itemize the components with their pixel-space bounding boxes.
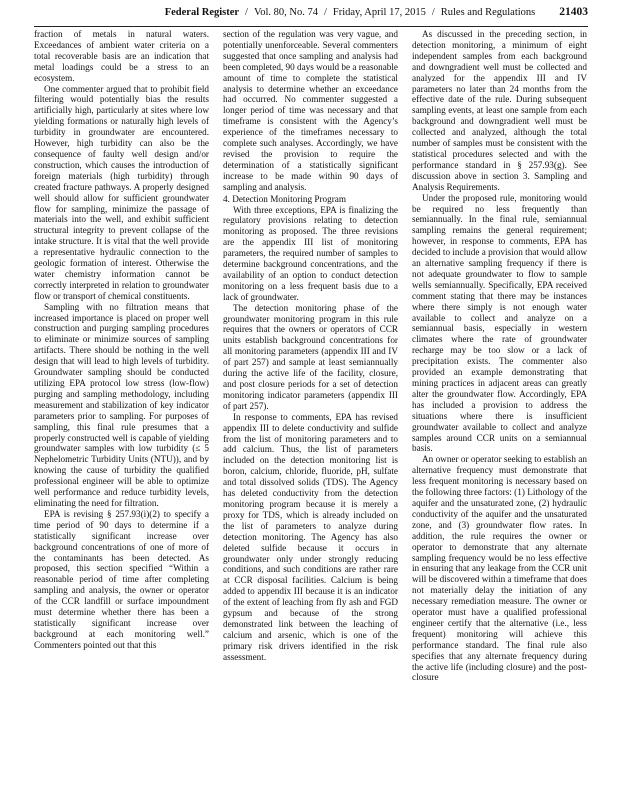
section-name: Rules and Regulations — [440, 7, 536, 18]
page-number: 21403 — [559, 6, 588, 18]
page-header — [34, 6, 588, 27]
paragraph: section of the regulation was very vague, and potentially unenforceable. Several commenters suggested that once sampling and analysis had been completed, 90 days would be a reasonable amount of time to complete the statistical analysis to determine whether an exceedance had occurred. No commenter suggested a longer period of time was necessary and that timeframe is consistent with the Agency’s experience of the timeframes necessary to complete such analyses. Accordingly, we have revised the provision to require the determination of a statistically significant increase to be made within 90 days of sampling and analysis. — [223, 29, 398, 192]
paragraph: An owner or operator seeking to establish an alternative frequency must demonstrate that less frequent monitoring is necessary based on the following three factors: (1) Lithology of the aquifer and the unsaturated zone, (2) hydraulic conductivity of the aquifer and the unsaturated zone, and (3) groundwater flow rates. In addition, the rule requires the owner or operator to demonstrate that any alternate sampling frequency would be no less effective in ensuring that any leakage from the CCR unit will be discovered within a timeframe that does not materially delay the initiation of any necessary remediation measure. The owner or operator must have a qualified professional engineer certify that the alternative (i.e., less frequent) monitoring will achieve this performance standard. The final rule also specifies that any alternate frequency during the active life (including closure) and the post-closure — [412, 454, 587, 683]
header-separator: / — [323, 7, 327, 18]
paragraph: EPA is revising § 257.93(i)(2) to specify a time period of 90 days to determine if a statistically significant increase over background concentrations of one of more of the contaminants has been detected. As proposed, this section specified “Within a reasonable period of time after completing sampling and analysis, the owner or operator of the CCR landfill or surface impoundment must determine whether there has been a statistically significant increase over background at each monitoring well.” Commenters pointed out that this — [34, 508, 209, 650]
paragraph: One commenter argued that to prohibit field filtering would potentially bias the results artificially high, particularly at sites where low yielding formations or naturally high levels of turbidity in groundwater are encountered. However, high turbidity can also be the consequence of faulty well design and/or construction, which causes the introduction of foreign materials (high turbidity) through created fracture pathways. A properly designed well should allow for sufficient groundwater flow for sampling, minimize the passage of materials into the well, and exhibit sufficient structural integrity to prevent collapse of the intake structure. It is vital that the well provide a representative hydraulic connection to the geologic formation of interest. Otherwise the water chemistry information cannot be correctly interpreted in relation to groundwater flow or transport of chemical constituents. — [34, 83, 209, 301]
paragraph: With three exceptions, EPA is finalizing the regulatory provisions relating to detection monitoring as proposed. The three revisions are the appendix III list of monitoring parameters, the required number of samples to determine background concentrations, and the availability of an option to conduct detection monitoring on a less frequent basis due to a lack of groundwater. — [223, 204, 398, 302]
column-right — [412, 29, 587, 791]
paragraph: The detection monitoring phase of the groundwater monitoring program in this rule requires that the owners or operators of CCR units establish background concentrations for all monitoring parameters (appendix III and IV of part 257) and sample at least semiannually during the active life of the facility, closure, and post closure periods for a set of detection monitoring indicator parameters (appendix III of part 257). — [223, 302, 398, 411]
header-separator: / — [431, 7, 435, 18]
paragraph: fraction of metals in natural waters. Exceedances of ambient water criteria on a total recoverable basis are an indication that metal loadings could be a stress to an ecosystem. — [34, 29, 209, 83]
volume-issue: Vol. 80, No. 74 — [253, 7, 318, 18]
column-left — [34, 29, 209, 791]
column-middle — [223, 29, 398, 791]
text-columns — [34, 29, 588, 791]
paragraph: As discussed in the preceding section, in detection monitoring, a minimum of eight independent samples from each background and downgradient well must be collected and analyzed for the appendix III and IV parameters no later than 24 months from the effective date of the rule. During subsequent sampling events, at least one sample from each background and downgradient well must be collected and analyzed, although the total number of samples must be consistent with the statistical procedures selected and with the performance standard in § 257.93(g). See discussion above in section 3. Sampling and Analysis Requirements. — [412, 29, 587, 192]
paragraph: Under the proposed rule, monitoring would be required no less frequently than semiannually. In the final rule, semiannual sampling remains the general requirement; however, in response to comments, EPA has decided to include a provision that would allow an alternative sampling frequency if there is not adequate groundwater to flow to sample wells semiannually. Specifically, EPA received comment stating that there may be instances where there simply is not enough water available to collect and analyze on a semiannual basis, especially in western climates where the rate of groundwater recharge may be too slow or a lack of precipitation exists. The commenter also provided an example demonstrating that mining practices in adjacent areas can greatly alter the groundwater flow. Accordingly, EPA has included a provision to address the situations where there is insufficient groundwater available to collect and analyze samples around CCR units on a semiannual basis. — [412, 192, 587, 454]
publication-date: Friday, April 17, 2015 — [332, 7, 426, 18]
paragraph: Sampling with no filtration means that increased importance is placed on proper well construction and purging sampling procedures to eliminate or minimize sources of sampling artifacts. There should be nothing in the well design that will lead to high levels of turbidity. Groundwater sampling should be conducted utilizing EPA protocol low stress (low-flow) purging and sampling methodology, including measurement and stabilization of key indicator parameters prior to sampling. For purposes of sampling, this final rule presumes that a properly constructed well is capable of yielding groundwater samples with low turbidity (≤ 5 Nephelometric Turbidity Units (NTU)), and by knowing the cause of turbidity the qualified professional engineer will be able to optimize well performance and reduce turbidity levels, eliminating the need for filtration. — [34, 301, 209, 508]
header-separator: / — [245, 7, 248, 18]
section-heading: 4. Detection Monitoring Program — [223, 193, 346, 204]
paragraph: In response to comments, EPA has revised appendix III to delete conductivity and sulfide from the list of monitoring parameters and to add calcium. Thus, the list of parameters included on the detection monitoring list is boron, calcium, chloride, fluoride, pH, sulfate and total dissolved solids (TDS). The Agency has deleted conductivity from the detection monitoring program because it is merely a proxy for TDS, which is already included on the list of parameters to analyze during detection monitoring. The Agency has also deleted sulfide because it occurs in groundwater only under strongly reducing conditions, and such conditions are rather rare at CCR disposal facilities. Calcium is being added to appendix III because it is an indicator of the extent of leaching from fly ash and FGD gypsum and because of the strong demonstrated link between the leaching of calcium and arsenic, which is one of the primary risk drivers identified in the risk assessment. — [223, 411, 398, 662]
journal-name: Federal Register — [164, 7, 240, 18]
